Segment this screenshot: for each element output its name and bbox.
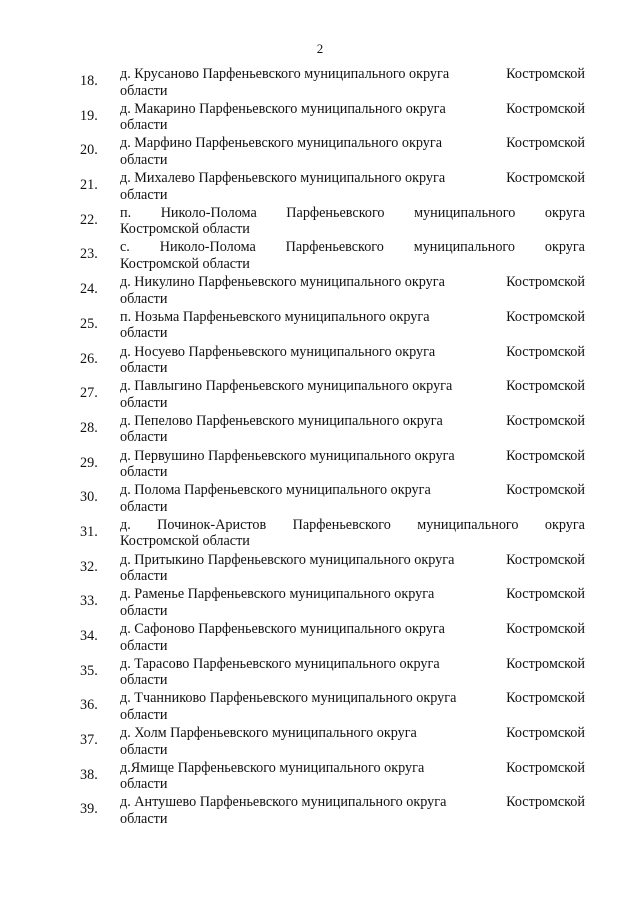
item-first-line — [120, 586, 585, 603]
item-continuation: области — [120, 325, 168, 342]
item-continuation: области — [120, 498, 168, 515]
item-number: 28. — [80, 419, 98, 436]
item-first-line — [120, 656, 585, 673]
list-item — [80, 760, 585, 795]
item-word: Костромской — [506, 308, 585, 325]
item-word: Костромской — [506, 274, 585, 291]
item-continuation: области — [120, 776, 168, 793]
item-word: Парфеньевского — [286, 204, 385, 221]
item-number: 33. — [80, 593, 98, 610]
item-first-line — [120, 309, 585, 326]
item-word: п. — [120, 204, 132, 221]
item-text — [120, 101, 585, 134]
item-number: 19. — [80, 107, 98, 124]
list-item — [80, 517, 585, 552]
item-word: Костромской — [506, 412, 585, 429]
item-word: д. Антушево Парфеньевского муниципального округа — [120, 794, 447, 811]
list-item — [80, 690, 585, 725]
item-word: округа — [544, 239, 585, 256]
item-word: Костромской — [506, 100, 585, 117]
item-word: Костромской — [506, 447, 585, 464]
item-word: Починок-Аристов — [157, 516, 267, 533]
item-word: д. Носуево Парфеньевского муниципального округа — [120, 343, 436, 360]
item-word: Костромской — [506, 794, 585, 811]
item-number: 30. — [80, 489, 98, 506]
item-number: 36. — [80, 697, 98, 714]
item-number: 32. — [80, 558, 98, 575]
item-number: 39. — [80, 801, 98, 818]
list-item — [80, 378, 585, 413]
item-first-line — [120, 101, 585, 118]
item-word: д. Никулино Парфеньевского муниципального округа — [120, 274, 445, 291]
page-number: 2 — [316, 41, 324, 56]
item-first-line — [120, 135, 585, 152]
item-number: 29. — [80, 454, 98, 471]
item-word: с. — [120, 239, 130, 256]
item-word: Николо-Полома — [159, 239, 256, 256]
item-first-line — [120, 517, 585, 534]
item-word: Костромской — [506, 586, 585, 603]
item-word: Парфеньевского — [292, 516, 391, 533]
list-item — [80, 101, 585, 136]
item-continuation: Костромской области — [120, 255, 250, 272]
item-number: 38. — [80, 766, 98, 783]
item-word: Костромской — [506, 621, 585, 637]
item-text — [120, 586, 585, 619]
item-first-line — [120, 552, 585, 569]
item-word: округа — [544, 204, 585, 221]
item-text — [120, 239, 585, 272]
item-number: 35. — [80, 662, 98, 679]
item-word: д. Полома Парфеньевского муниципального округа — [120, 482, 431, 499]
item-text — [120, 621, 585, 654]
list-item — [80, 656, 585, 691]
item-text — [120, 448, 585, 481]
list-item — [80, 482, 585, 517]
item-first-line — [120, 725, 585, 742]
item-continuation: области — [120, 82, 168, 99]
item-number: 26. — [80, 350, 98, 367]
list-item — [80, 309, 585, 344]
list-item — [80, 170, 585, 205]
item-first-line — [120, 794, 585, 811]
list-item — [80, 725, 585, 760]
item-word: д. Павлыгино Парфеньевского муниципального округа — [120, 378, 453, 395]
item-word: Николо-Полома — [160, 204, 257, 221]
item-continuation: области — [120, 706, 168, 723]
item-text — [120, 552, 585, 585]
item-word: Костромской — [506, 170, 585, 187]
item-first-line — [120, 66, 585, 83]
list-item — [80, 205, 585, 240]
item-first-line — [120, 239, 585, 256]
item-word: д. Раменье Парфеньевского муниципального округа — [120, 586, 435, 603]
item-word: д. Тарасово Парфеньевского муниципального округа — [120, 655, 440, 672]
item-text — [120, 517, 585, 550]
item-word: Костромской — [506, 690, 585, 707]
list-item — [80, 621, 585, 656]
item-first-line — [120, 413, 585, 430]
list-item — [80, 274, 585, 309]
item-word: муниципального — [417, 516, 519, 533]
item-word: Костромской — [506, 66, 585, 82]
item-text — [120, 274, 585, 307]
item-word: Костромской — [506, 343, 585, 360]
item-continuation: области — [120, 360, 168, 376]
list-item — [80, 448, 585, 483]
list-item — [80, 66, 585, 101]
item-continuation: области — [120, 394, 168, 411]
list-item — [80, 344, 585, 379]
item-continuation: области — [120, 464, 168, 481]
item-number: 22. — [80, 211, 98, 228]
item-word: Костромской — [506, 135, 585, 152]
item-number: 20. — [80, 142, 98, 159]
item-first-line — [120, 378, 585, 395]
item-word: Парфеньевского — [285, 239, 384, 256]
item-text — [120, 482, 585, 515]
item-number: 37. — [80, 732, 98, 749]
item-continuation: области — [120, 151, 168, 168]
item-text — [120, 135, 585, 168]
item-word: Костромской — [506, 759, 585, 776]
item-number: 25. — [80, 315, 98, 332]
item-word: д. Крусаново Парфеньевского муниципального округа — [120, 66, 450, 82]
list-item — [80, 239, 585, 274]
item-word: д. Макарино Парфеньевского муниципального округа — [120, 100, 446, 117]
item-word: д. — [120, 516, 131, 533]
item-word: д. Марфино Парфеньевского муниципального округа — [120, 135, 443, 152]
item-word: д. Пепелово Парфеньевского муниципального округа — [120, 412, 443, 429]
item-word: Костромской — [506, 482, 585, 499]
item-text — [120, 760, 585, 793]
settlement-list — [80, 66, 585, 829]
item-number: 21. — [80, 177, 98, 194]
item-word: д. Михалево Парфеньевского муниципального округа — [120, 170, 446, 187]
item-text — [120, 725, 585, 758]
item-word: д. Тчанниково Парфеньевского муниципального округа — [120, 690, 457, 707]
item-word: д. Сафоново Парфеньевского муниципального округа — [120, 621, 445, 637]
item-text — [120, 170, 585, 203]
item-first-line — [120, 274, 585, 291]
item-word: муниципального — [414, 204, 516, 221]
item-text — [120, 413, 585, 446]
item-continuation: области — [120, 290, 168, 307]
item-first-line — [120, 760, 585, 777]
item-word: округа — [544, 516, 585, 533]
item-word: Костромской — [506, 655, 585, 672]
list-item — [80, 552, 585, 587]
item-word: д. Притыкино Парфеньевского муниципального округа — [120, 551, 455, 568]
list-item — [80, 794, 585, 829]
item-continuation: области — [120, 429, 168, 446]
item-continuation: области — [120, 810, 168, 827]
item-continuation: области — [120, 117, 168, 134]
item-word: Костромской — [506, 378, 585, 395]
item-first-line — [120, 205, 585, 222]
list-item — [80, 586, 585, 621]
item-text — [120, 794, 585, 827]
item-word: д. Холм Парфеньевского муниципального округа — [120, 725, 417, 742]
item-text — [120, 344, 585, 377]
item-continuation: области — [120, 186, 168, 203]
item-number: 24. — [80, 281, 98, 298]
item-number: 23. — [80, 246, 98, 263]
item-word: п. Нозьма Парфеньевского муниципального округа — [120, 308, 430, 325]
item-number: 27. — [80, 385, 98, 402]
item-number: 18. — [80, 73, 98, 89]
item-first-line — [120, 170, 585, 187]
item-continuation: области — [120, 568, 168, 585]
item-text — [120, 378, 585, 411]
item-first-line — [120, 482, 585, 499]
item-first-line — [120, 344, 585, 361]
item-word: Костромской — [506, 725, 585, 742]
item-text — [120, 205, 585, 238]
item-text — [120, 656, 585, 689]
item-word: д.Ямище Парфеньевского муниципального округа — [120, 759, 425, 776]
item-continuation: Костромской области — [120, 533, 250, 550]
item-first-line — [120, 690, 585, 707]
item-continuation: области — [120, 741, 168, 758]
item-continuation: области — [120, 672, 168, 689]
item-word: Костромской — [506, 551, 585, 568]
list-item — [80, 135, 585, 170]
item-continuation: Костромской области — [120, 221, 250, 238]
item-word: муниципального — [413, 239, 515, 256]
item-first-line — [120, 621, 585, 638]
item-continuation: области — [120, 637, 168, 654]
list-item — [80, 413, 585, 448]
item-number: 34. — [80, 628, 98, 644]
item-word: д. Первушино Парфеньевского муниципального округа — [120, 447, 455, 464]
item-text — [120, 690, 585, 723]
item-continuation: области — [120, 602, 168, 619]
item-text — [120, 309, 585, 342]
item-text — [120, 66, 585, 99]
item-number: 31. — [80, 523, 98, 540]
item-first-line — [120, 448, 585, 465]
